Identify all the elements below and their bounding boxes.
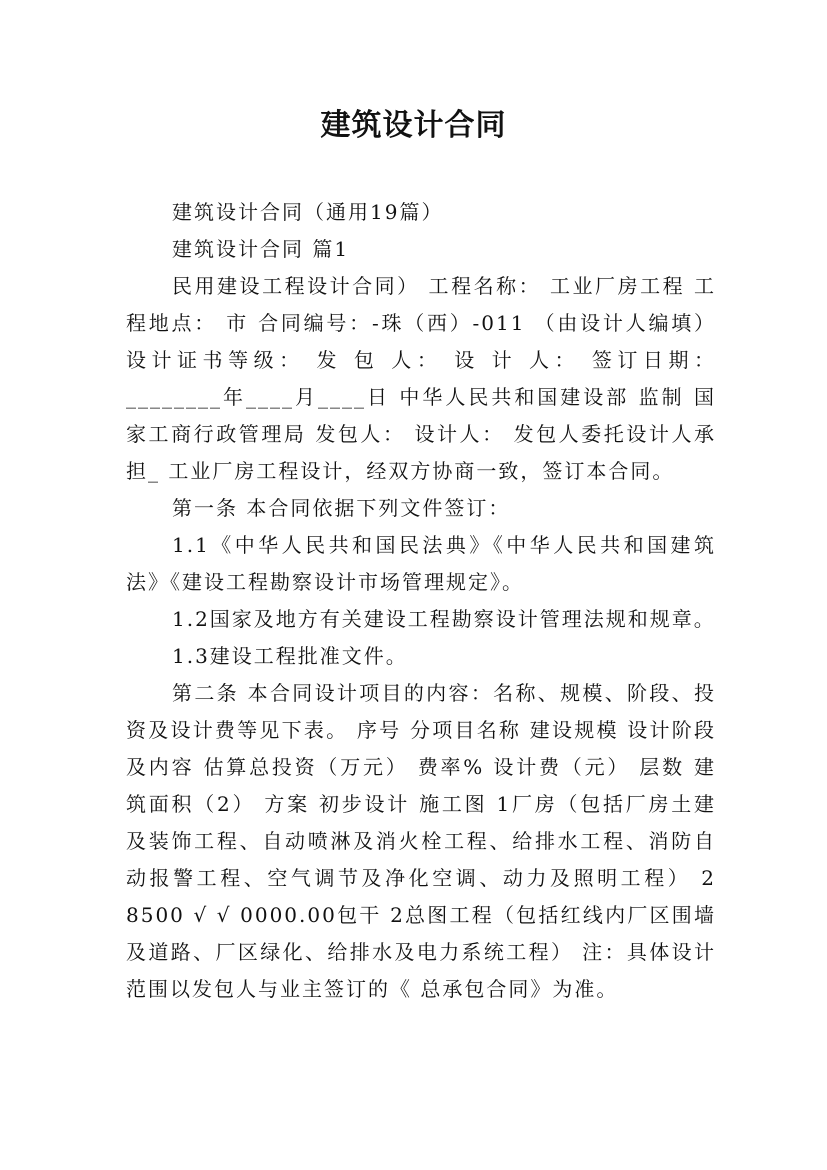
clause-1-1: 1.1《中华人民共和国民法典》《中华人民共和国建筑法》《建设工程勘察设计市场管理规定》。 (126, 533, 716, 594)
section-heading: 建筑设计合同 篇1 (172, 237, 350, 261)
document-title: 建筑设计合同 (320, 108, 507, 143)
document-body (126, 194, 716, 1008)
subtitle-paragraph: 建筑设计合同（通用19篇） (172, 200, 444, 224)
clause-1-2: 1.2国家及地方有关建设工程勘察设计管理法规和规章。 (172, 607, 716, 631)
clause-1-3: 1.3建设工程批准文件。 (172, 644, 408, 668)
article-one-heading: 第一条 本合同依据下列文件签订： (172, 496, 511, 520)
article-two-paragraph: 第二条 本合同设计项目的内容：名称、规模、阶段、投资及设计费等见下表。 序号 分项目名称 建设规模 设计阶段及内容 估算总投资（万元） 费率% 设计费（元） 层数 建筑面积（2） 方案 初步设计 施工图 1厂房（包括厂房土建及装饰工程、自动喷淋及消火栓工程、给排水工程、消防自动报警工程、空气调节及净化空调、动力及照明工程） 2 8500 √ √ 0000.00包干 2总图工程（包括红线内厂区围墙及道路、厂区绿化、给排水及电力系统工程） 注：具体设计范围以发包人与业主签订的《 总承包合同》为准。 (126, 681, 716, 1001)
contract-intro-paragraph: 民用建设工程设计合同） 工程名称： 工业厂房工程 工程地点： 市 合同编号：-珠（西）-011 （由设计人编填） 设计证书等级： 发 包 人： 设 计 人： 签订日期：________年____月____日 中华人民共和国建设部 监制 国家工商行政管理局 发包人： 设计人： 发包人委托设计人承担_ 工业厂房工程设计，经双方协商一致，签订本合同。 (126, 274, 716, 483)
